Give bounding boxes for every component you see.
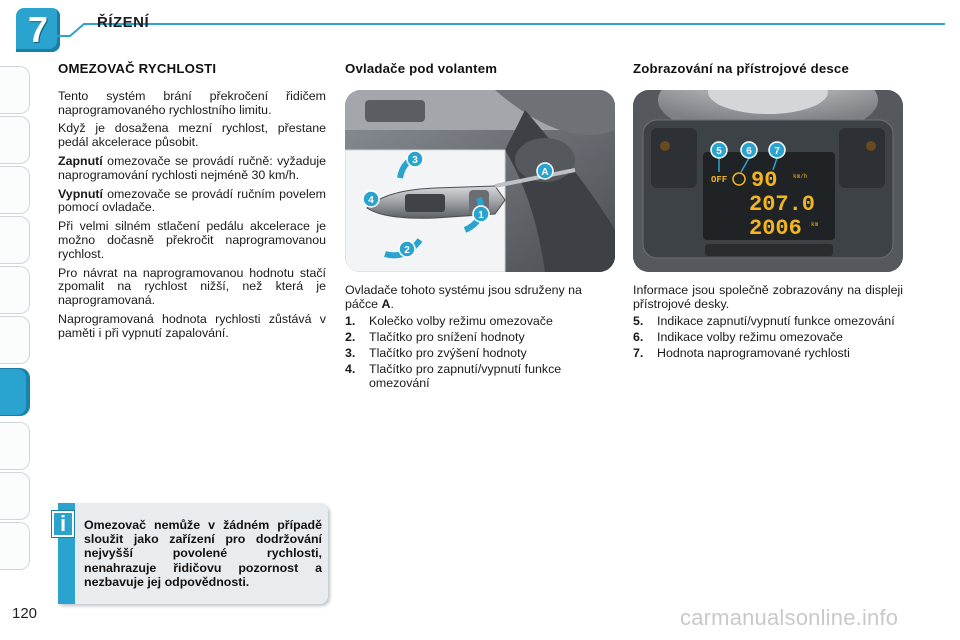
chapter-tab-10[interactable] <box>0 522 30 570</box>
chapter-tab-5[interactable] <box>0 266 30 314</box>
item-text: Tlačítko pro zapnutí/vypnutí funkce omezování <box>369 361 562 390</box>
controls-list <box>345 315 615 390</box>
callout-4 <box>363 191 379 207</box>
section-heading: Zobrazování na přístrojové desce <box>633 61 849 76</box>
callout-1-label: 1 <box>478 209 484 221</box>
list-item <box>633 331 903 345</box>
display-line3-unit: km <box>811 220 819 228</box>
item-number: 4. <box>345 361 356 376</box>
chapter-tab-6[interactable] <box>0 316 30 364</box>
list-item <box>345 331 615 345</box>
section-heading: Ovladače pod volantem <box>345 61 498 76</box>
display-intro: Informace jsou společně zobrazovány na displeji přístrojové desky. <box>633 282 903 311</box>
chapter-tab-8[interactable] <box>0 422 30 470</box>
list-item <box>633 347 903 361</box>
item-text: Hodnota naprogramované rychlosti <box>657 345 850 360</box>
display-speed-unit: km/h <box>793 172 808 180</box>
intro-stalk-label: A <box>381 296 391 311</box>
paragraph-6: Pro návrat na naprogramovanou hodnotu stačí zpomalit na rychlost nižší, než která je naprogramovaná. <box>58 265 326 308</box>
display-line2: 207.0 <box>749 191 816 217</box>
speed-limiter-section <box>58 62 326 346</box>
display-speed: 90 <box>751 167 778 193</box>
info-icon-letter: i <box>59 511 67 536</box>
callout-2 <box>399 241 415 257</box>
callout-1 <box>473 206 489 222</box>
controls-intro <box>345 284 615 312</box>
callout-6-label: 6 <box>746 145 752 157</box>
item-number: 7. <box>633 345 644 360</box>
instrument-panel-photo <box>633 90 903 272</box>
chapter-tab-1[interactable] <box>0 66 30 114</box>
chapter-tab-4[interactable] <box>0 216 30 264</box>
chapter-number: 7 <box>27 9 49 50</box>
info-note-text: Omezovač nemůže v žádném případě sloužit jako zařízení pro dodržování nejvyšší povolené rychlosti, nenahrazuje řidičovu pozornost a nezbavuje jej odpovědnosti. <box>84 518 322 589</box>
page-title: ŘÍZENÍ <box>97 14 150 31</box>
callout-2-label: 2 <box>404 244 410 256</box>
callout-6 <box>741 142 757 158</box>
paragraph-7: Naprogramovaná hodnota rychlosti zůstává v paměti i při vypnutí zapalování. <box>58 311 326 340</box>
item-number: 1. <box>345 314 356 329</box>
deactivation-label: Vypnutí <box>58 186 103 201</box>
dashboard-display-section <box>633 62 903 363</box>
paragraph-1: Tento systém brání překročení řidičem naprogramovaného rychlostního limitu. <box>58 88 326 117</box>
chapter-tabs <box>0 60 34 580</box>
callout-3 <box>407 151 423 167</box>
chapter-tab-3[interactable] <box>0 166 30 214</box>
page-number: 120 <box>12 605 38 622</box>
item-text: Tlačítko pro snížení hodnoty <box>369 330 525 345</box>
list-item <box>345 315 615 329</box>
paragraph-deactivation <box>58 188 326 216</box>
info-icon <box>52 511 74 537</box>
chapter-tab-7-active[interactable] <box>0 368 30 416</box>
chapter-tab-9[interactable] <box>0 472 30 520</box>
chapter-tab-2[interactable] <box>0 116 30 164</box>
watermark: carmanualsonline.info <box>680 605 899 630</box>
intro-text: Ovladače tohoto systému jsou sdruženy na páčce <box>345 282 582 311</box>
item-text: Kolečko volby režimu omezovače <box>369 314 553 329</box>
callout-5-label: 5 <box>716 145 722 157</box>
list-item <box>633 315 903 329</box>
callout-4-label: 4 <box>368 194 374 206</box>
callout-A-label: A <box>541 166 549 178</box>
list-item <box>345 347 615 361</box>
callout-A <box>537 163 553 179</box>
item-number: 2. <box>345 330 356 345</box>
callout-3-label: 3 <box>412 154 418 166</box>
intro-end: . <box>390 296 394 311</box>
paragraph-2: Když je dosažena mezní rychlost, přestane pedál akcelerace působit. <box>58 121 326 150</box>
activation-label: Zapnutí <box>58 153 103 168</box>
display-off-label: OFF <box>711 174 728 185</box>
item-number: 3. <box>345 345 356 360</box>
steering-controls-section <box>345 62 615 392</box>
header-underline <box>56 22 946 40</box>
callout-7-label: 7 <box>774 145 780 157</box>
item-text: Indikace zapnutí/vypnutí funkce omezování <box>657 314 895 329</box>
deactivation-text: omezovače se provádí ručním povelem pomocí ovladače. <box>58 186 326 215</box>
item-text: Indikace volby režimu omezovače <box>657 330 843 345</box>
paragraph-5: Při velmi silném stlačení pedálu akcelerace je možno dočasně překročit naprogramovanou rychlost. <box>58 219 326 261</box>
display-list <box>633 315 903 360</box>
callout-7 <box>769 142 785 158</box>
display-line3: 2006 <box>749 215 802 241</box>
item-text: Tlačítko pro zvýšení hodnoty <box>369 345 527 360</box>
section-heading: OMEZOVAČ RYCHLOSTI <box>58 61 217 76</box>
chapter-badge <box>16 8 60 52</box>
item-number: 5. <box>633 314 644 329</box>
activation-text: omezovače se provádí ručně: vyžaduje naprogramování rychlosti nejméně 30 km/h. <box>58 153 326 182</box>
list-item <box>345 363 615 391</box>
item-number: 6. <box>633 330 644 345</box>
steering-stalk-photo <box>345 90 615 272</box>
paragraph-activation <box>58 155 326 183</box>
callout-5 <box>711 142 727 158</box>
